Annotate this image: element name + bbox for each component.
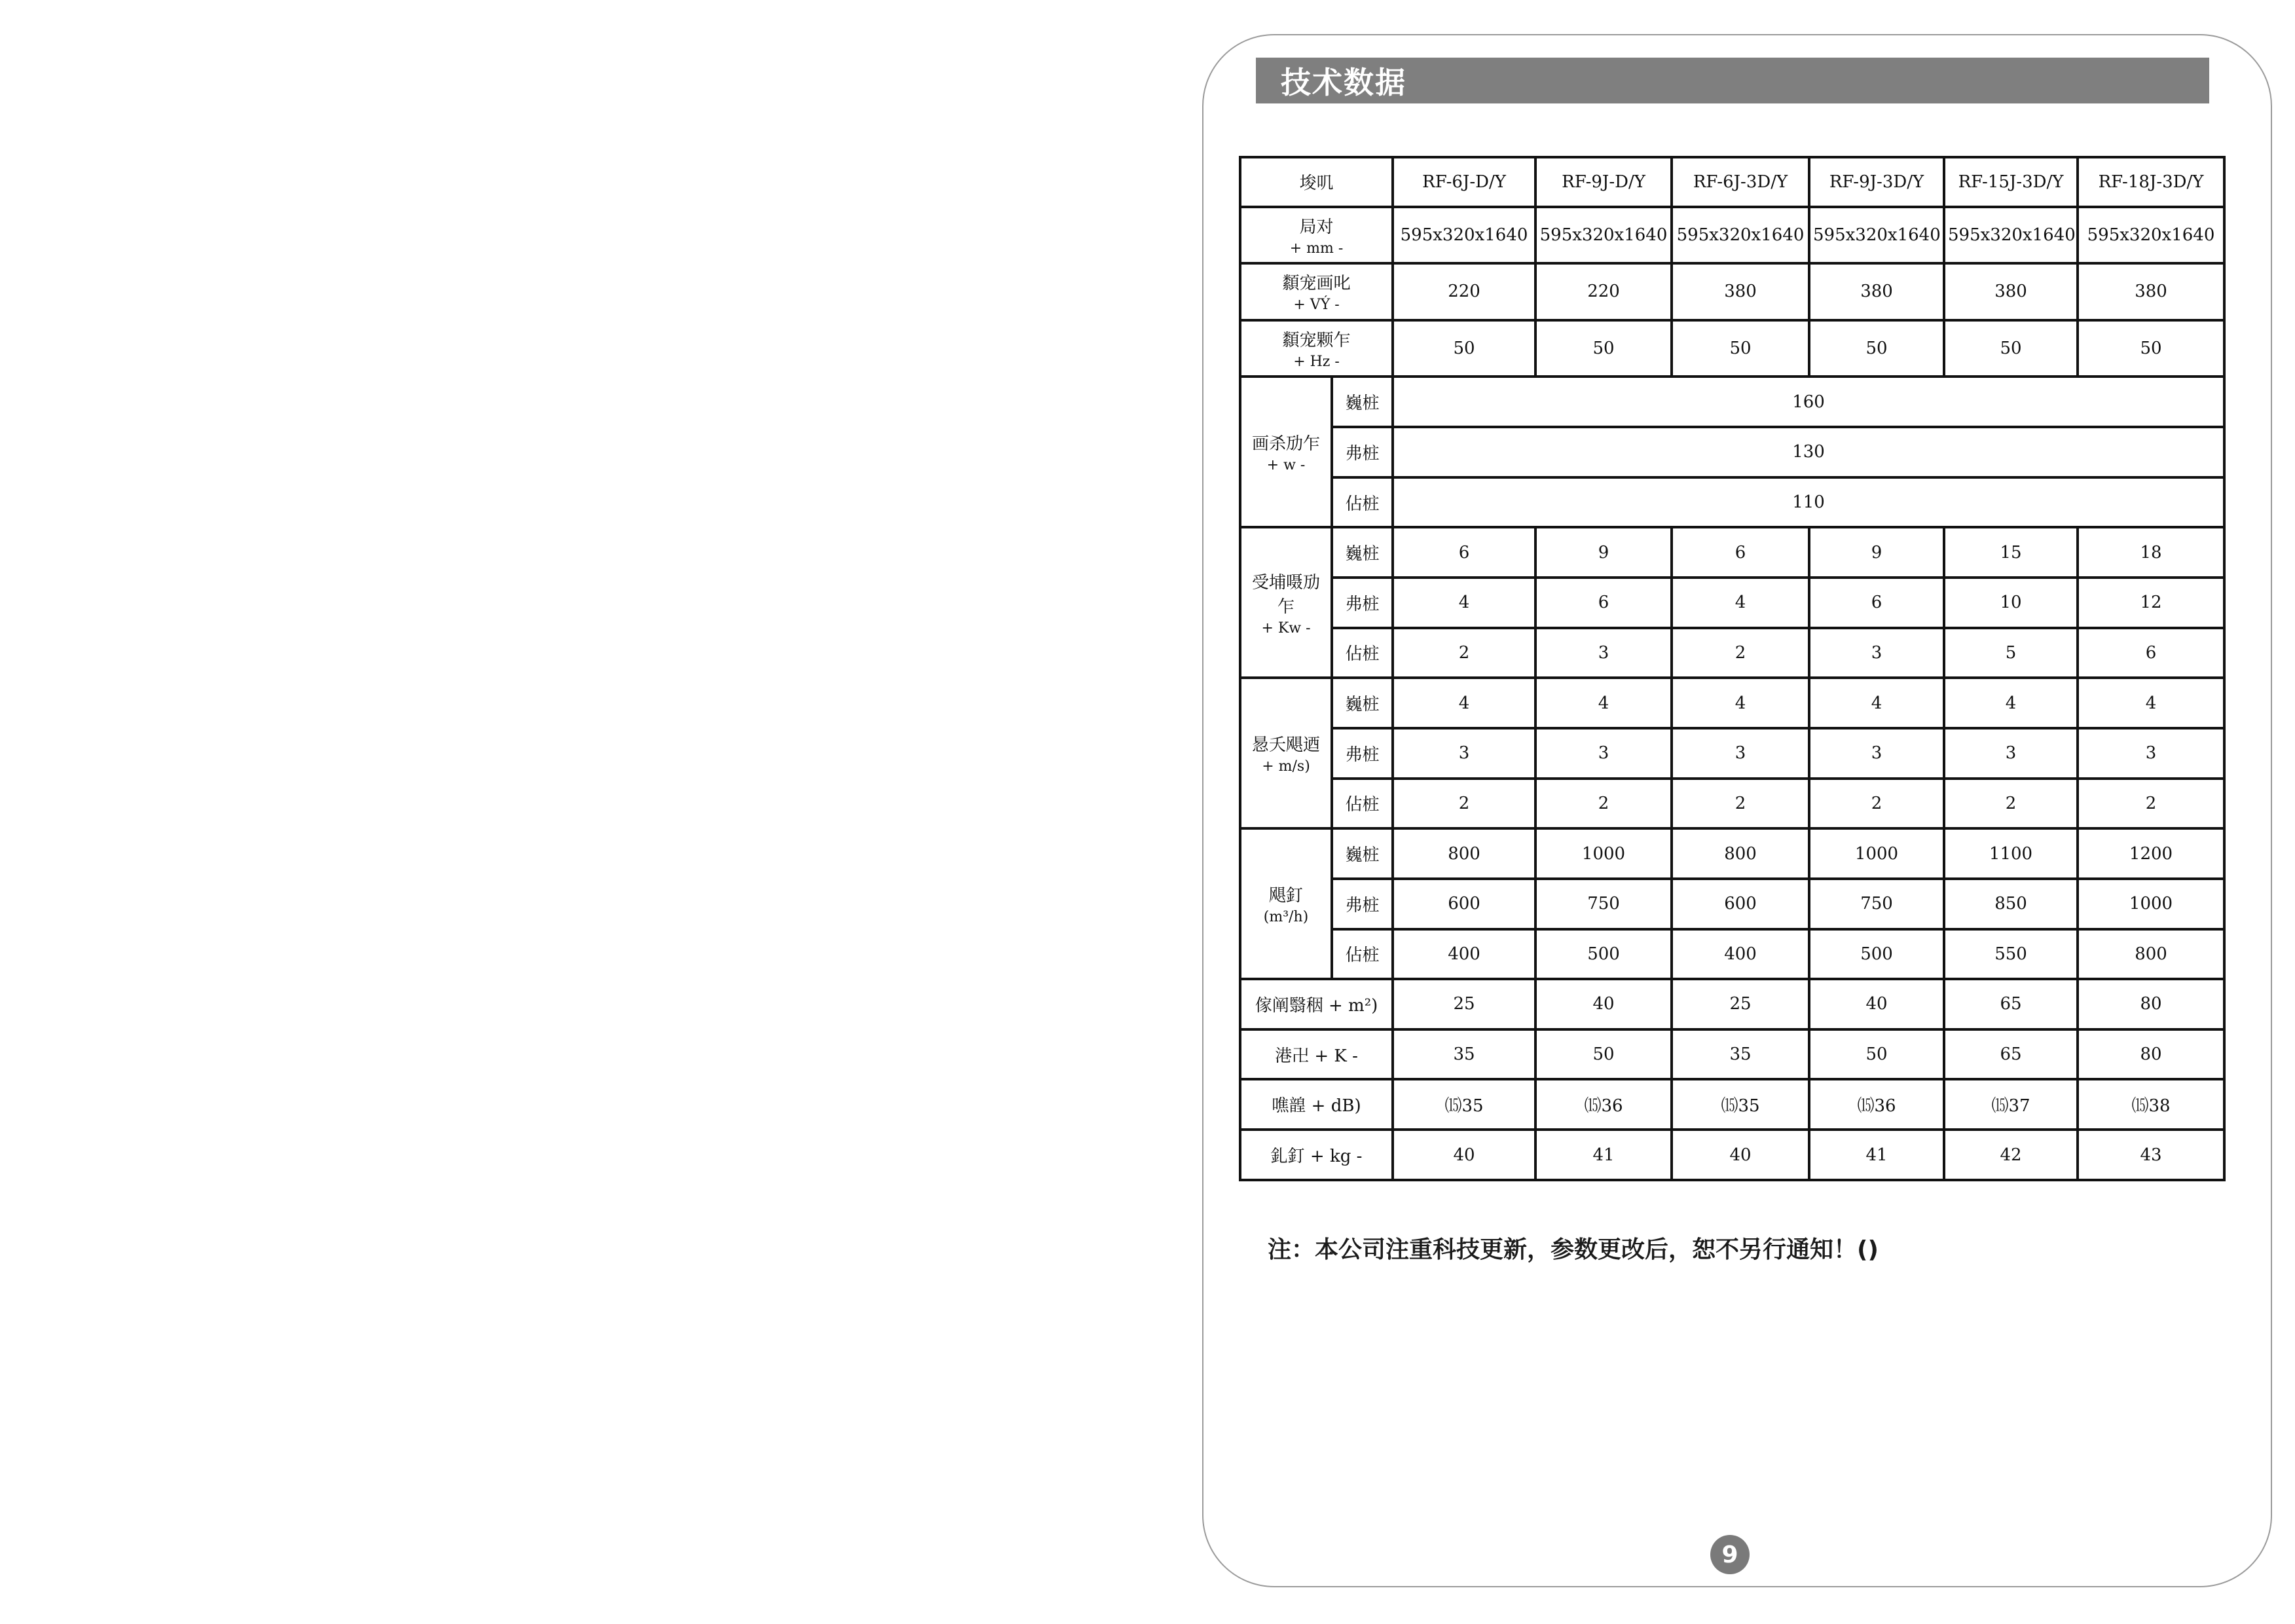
- temperature-value-text: 65: [2000, 1044, 2022, 1065]
- speed-level-label: [1332, 929, 1393, 980]
- model-header-text: RF-9J-3D/Y: [1829, 172, 1924, 192]
- cooling-value: [1672, 527, 1809, 578]
- airflow-value-text: 1000: [1854, 843, 1899, 864]
- cooling-value-text: 6: [1458, 542, 1470, 563]
- noise-value-text: ⒂36: [1584, 1096, 1623, 1116]
- cooling-value: [1672, 578, 1809, 628]
- airflow-value: [2078, 929, 2224, 980]
- table-row-air_speed: [1240, 678, 2224, 728]
- model-header: [2078, 157, 2224, 207]
- dimensions-value-text: 595x320x1640: [1948, 225, 2076, 245]
- dimensions-value: [1944, 207, 2078, 264]
- airflow-value-text: 750: [1860, 894, 1893, 914]
- airflow-value: [1535, 828, 1672, 879]
- airflow-value-text: 400: [1448, 944, 1480, 964]
- input-power-value-text: 130: [1792, 442, 1825, 462]
- dimensions-label-unit: + mm -: [1289, 240, 1344, 257]
- model-header-text: RF-9J-D/Y: [1562, 172, 1645, 192]
- table-row-temperature: [1240, 1029, 2224, 1080]
- weight-label: [1240, 1130, 1393, 1180]
- air_speed-value-text: 4: [2005, 693, 2017, 713]
- table-row-weight: [1240, 1130, 2224, 1180]
- cooling-value: [1944, 628, 2078, 678]
- speed-level-label-text: 佔桩: [1345, 946, 1380, 966]
- cooling-label-text: 受埔嗫劢乍: [1251, 572, 1320, 617]
- frequency-value: [1535, 320, 1672, 377]
- airflow-value: [1944, 929, 2078, 980]
- noise-value-text: ⒂38: [2131, 1096, 2171, 1116]
- model-header: [1535, 157, 1672, 207]
- table-row-voltage: [1240, 263, 2224, 320]
- air_speed-value-text: 2: [1735, 793, 1746, 813]
- speed-level-label: [1332, 678, 1393, 728]
- air_speed-value: [1535, 678, 1672, 728]
- dimensions-value-text: 595x320x1640: [1813, 225, 1941, 245]
- air_speed-value: [1393, 678, 1535, 728]
- area-value: [2078, 979, 2224, 1029]
- table-row-cooling: [1240, 527, 2224, 578]
- input-power-value: [1393, 477, 2224, 528]
- voltage-value: [1944, 263, 2078, 320]
- area-value: [1393, 979, 1535, 1029]
- cooling-value-text: 3: [1871, 642, 1882, 663]
- airflow-value: [1809, 929, 1944, 980]
- cooling-value-text: 6: [2145, 642, 2157, 663]
- temperature-value: [1393, 1029, 1535, 1080]
- cooling-value-text: 4: [1735, 593, 1746, 613]
- temperature-label-text: 港卍 + K -: [1275, 1046, 1358, 1066]
- air_speed-value-text: 2: [1598, 793, 1609, 813]
- cooling-value: [1672, 628, 1809, 678]
- temperature-value-text: 35: [1729, 1044, 1752, 1065]
- temperature-value: [1672, 1029, 1809, 1080]
- noise-value: [1535, 1079, 1672, 1130]
- air_speed-value-text: 3: [1458, 743, 1470, 764]
- cooling-value-text: 9: [1598, 542, 1609, 563]
- footnote: 注：本公司注重科技更新，参数更改后，恕不另行通知！(): [1268, 1236, 1879, 1263]
- frequency-value-text: 50: [2000, 339, 2022, 359]
- cooling-value: [2078, 628, 2224, 678]
- voltage-value-text: 380: [2135, 282, 2167, 302]
- speed-level-label: [1332, 628, 1393, 678]
- dimensions-value: [1393, 207, 1535, 264]
- airflow-value: [2078, 879, 2224, 929]
- area-value: [1672, 979, 1809, 1029]
- airflow-value-text: 550: [1994, 944, 2027, 964]
- speed-level-label: [1332, 828, 1393, 879]
- area-value-text: 65: [2000, 994, 2022, 1014]
- airflow-value-text: 800: [1724, 843, 1757, 864]
- weight-value: [1809, 1130, 1944, 1180]
- area-value-text: 40: [1865, 994, 1888, 1014]
- table-row-cooling: [1240, 578, 2224, 628]
- weight-value: [1672, 1130, 1809, 1180]
- model-header: [1809, 157, 1944, 207]
- airflow-value: [1672, 929, 1809, 980]
- noise-value-text: ⒂37: [1991, 1096, 2030, 1116]
- temperature-value-text: 80: [2140, 1044, 2162, 1065]
- speed-level-label-text: 弗桩: [1345, 895, 1380, 915]
- airflow-value-text: 1000: [2129, 894, 2173, 914]
- input-power-value: [1393, 427, 2224, 477]
- dimensions-value-text: 595x320x1640: [2087, 225, 2215, 245]
- temperature-value: [1809, 1029, 1944, 1080]
- temperature-value-text: 35: [1453, 1044, 1475, 1065]
- cooling-value-text: 15: [2000, 542, 2022, 563]
- cooling-value-text: 18: [2140, 542, 2162, 563]
- noise-value-text: ⒂35: [1721, 1096, 1760, 1116]
- dimensions-value-text: 595x320x1640: [1539, 225, 1668, 245]
- airflow-value: [1393, 929, 1535, 980]
- air_speed-label-unit: + m/s): [1262, 758, 1310, 775]
- speed-level-label: [1332, 578, 1393, 628]
- cooling-value-text: 6: [1598, 593, 1609, 613]
- input-power-label-text: 画杀劢乍: [1251, 434, 1320, 454]
- dimensions-value-text: 595x320x1640: [1400, 225, 1528, 245]
- weight-value-text: 41: [1865, 1145, 1888, 1165]
- speed-level-label: [1332, 477, 1393, 528]
- speed-level-label-text: 佔桩: [1345, 644, 1380, 665]
- airflow-value-text: 800: [1448, 843, 1480, 864]
- weight-value: [1944, 1130, 2078, 1180]
- voltage-value-text: 220: [1587, 282, 1620, 302]
- area-value: [1944, 979, 2078, 1029]
- voltage-value: [2078, 263, 2224, 320]
- cooling-value-text: 6: [1735, 542, 1746, 563]
- cooling-value-text: 3: [1598, 642, 1609, 663]
- noise-value: [1672, 1079, 1809, 1130]
- cooling-value: [1944, 578, 2078, 628]
- table-row-air_speed: [1240, 728, 2224, 779]
- cooling-value-text: 9: [1871, 542, 1882, 563]
- input-power-label-unit: + w -: [1266, 457, 1306, 474]
- area-label: [1240, 979, 1393, 1029]
- speed-level-label: [1332, 879, 1393, 929]
- speed-level-label: [1332, 728, 1393, 779]
- voltage-value-text: 380: [1994, 282, 2027, 302]
- noise-value: [1944, 1079, 2078, 1130]
- voltage-value: [1393, 263, 1535, 320]
- air_speed-value: [1809, 728, 1944, 779]
- model-header-text: RF-15J-3D/Y: [1958, 172, 2064, 192]
- weight-label-text: 釓釘 + kg -: [1270, 1147, 1363, 1167]
- temperature-label: [1240, 1029, 1393, 1080]
- air_speed-value: [1393, 779, 1535, 829]
- air_speed-label: [1240, 678, 1332, 828]
- table-row-input-power: [1240, 377, 2224, 427]
- airflow-value: [1672, 879, 1809, 929]
- area-label-text: 傢阐翳秵 + m²): [1255, 995, 1378, 1016]
- temperature-value: [1535, 1029, 1672, 1080]
- air_speed-value-text: 3: [1871, 743, 1882, 764]
- weight-value-text: 43: [2140, 1145, 2162, 1165]
- frequency-value-text: 50: [2140, 339, 2162, 359]
- speed-level-label: [1332, 427, 1393, 477]
- airflow-label-unit: (m³/h): [1263, 909, 1309, 926]
- airflow-label-text: 飓釘: [1268, 886, 1303, 906]
- airflow-value-text: 500: [1587, 944, 1620, 964]
- voltage-value: [1809, 263, 1944, 320]
- airflow-value-text: 1200: [2129, 843, 2173, 864]
- table-row-input-power: [1240, 427, 2224, 477]
- air_speed-value: [1809, 678, 1944, 728]
- table-row-airflow: [1240, 879, 2224, 929]
- air_speed-value-text: 2: [1871, 793, 1882, 813]
- weight-value-text: 42: [2000, 1145, 2022, 1165]
- frequency-value-text: 50: [1453, 339, 1475, 359]
- airflow-value: [1393, 828, 1535, 879]
- air_speed-value: [1944, 678, 2078, 728]
- voltage-value-text: 220: [1448, 282, 1480, 302]
- cooling-value-text: 6: [1871, 593, 1882, 613]
- dimensions-value: [2078, 207, 2224, 264]
- page-number: 9: [1710, 1535, 1750, 1574]
- speed-level-label: [1332, 527, 1393, 578]
- voltage-label-text: 纇宠画叱: [1282, 274, 1351, 294]
- table-row-dimensions: [1240, 207, 2224, 264]
- frequency-label-text: 纇宠颗乍: [1282, 331, 1351, 351]
- frequency-value: [1944, 320, 2078, 377]
- cooling-value-text: 5: [2005, 642, 2017, 663]
- noise-value-text: ⒂36: [1857, 1096, 1896, 1116]
- speed-level-label-text: 巍桩: [1345, 695, 1380, 715]
- input-power-value-text: 160: [1792, 392, 1825, 412]
- temperature-value-text: 50: [1865, 1044, 1888, 1065]
- dimensions-value: [1672, 207, 1809, 264]
- cooling-value: [1393, 527, 1535, 578]
- noise-value: [1393, 1079, 1535, 1130]
- speed-level-label-text: 佔桩: [1345, 795, 1380, 815]
- noise-value: [1809, 1079, 1944, 1130]
- airflow-value-text: 500: [1860, 944, 1893, 964]
- air_speed-value-text: 4: [1598, 693, 1609, 713]
- noise-label-text: 噍韹 + dB): [1272, 1096, 1361, 1116]
- frequency-value: [2078, 320, 2224, 377]
- noise-value: [2078, 1079, 2224, 1130]
- frequency-value-text: 50: [1592, 339, 1615, 359]
- model-header: [1672, 157, 1809, 207]
- weight-value-text: 40: [1729, 1145, 1752, 1165]
- air_speed-value: [2078, 678, 2224, 728]
- corner-label: [1240, 157, 1393, 207]
- area-value: [1809, 979, 1944, 1029]
- table-row-noise: [1240, 1079, 2224, 1130]
- air_speed-value: [1672, 678, 1809, 728]
- model-header-text: RF-18J-3D/Y: [2098, 172, 2204, 192]
- weight-value: [1393, 1130, 1535, 1180]
- airflow-value-text: 400: [1724, 944, 1757, 964]
- airflow-value: [1393, 879, 1535, 929]
- airflow-value: [1809, 879, 1944, 929]
- dimensions-value: [1809, 207, 1944, 264]
- area-value-text: 40: [1592, 994, 1615, 1014]
- weight-value-text: 40: [1453, 1145, 1475, 1165]
- corner-label-text: 埈叽: [1299, 174, 1334, 194]
- frequency-value: [1809, 320, 1944, 377]
- cooling-value: [1535, 578, 1672, 628]
- air_speed-value: [1535, 728, 1672, 779]
- air_speed-value-text: 4: [1871, 693, 1882, 713]
- frequency-value: [1393, 320, 1535, 377]
- model-header-text: RF-6J-D/Y: [1422, 172, 1506, 192]
- input-power-value-text: 110: [1792, 492, 1825, 513]
- air_speed-value-text: 3: [2005, 743, 2017, 764]
- dimensions-value: [1535, 207, 1672, 264]
- frequency-value: [1672, 320, 1809, 377]
- airflow-value: [1944, 879, 2078, 929]
- speed-level-label: [1332, 779, 1393, 829]
- cooling-value-text: 2: [1458, 642, 1470, 663]
- airflow-value: [2078, 828, 2224, 879]
- airflow-value-text: 800: [2135, 944, 2167, 964]
- airflow-value: [1944, 828, 2078, 879]
- air_speed-value-text: 2: [2145, 793, 2157, 813]
- airflow-value: [1809, 828, 1944, 879]
- section-title: 技术数据: [1256, 58, 2209, 103]
- cooling-value: [1535, 527, 1672, 578]
- weight-value: [1535, 1130, 1672, 1180]
- temperature-value: [2078, 1029, 2224, 1080]
- speed-level-label-text: 弗桩: [1345, 594, 1380, 614]
- voltage-value-text: 380: [1724, 282, 1757, 302]
- air_speed-value: [2078, 779, 2224, 829]
- cooling-value: [1809, 578, 1944, 628]
- frequency-label-unit: + Hz -: [1293, 354, 1340, 371]
- voltage-value: [1672, 263, 1809, 320]
- air_speed-value-text: 2: [1458, 793, 1470, 813]
- specs-table: [1239, 156, 2226, 1181]
- voltage-value-text: 380: [1860, 282, 1893, 302]
- air_speed-value-text: 3: [2145, 743, 2157, 764]
- air_speed-value-text: 4: [1735, 693, 1746, 713]
- table-row-airflow: [1240, 929, 2224, 980]
- airflow-label: [1240, 828, 1332, 979]
- airflow-value-text: 750: [1587, 894, 1620, 914]
- cooling-value: [1393, 578, 1535, 628]
- dimensions-value-text: 595x320x1640: [1676, 225, 1805, 245]
- cooling-value: [1809, 628, 1944, 678]
- air_speed-value-text: 4: [2145, 693, 2157, 713]
- air_speed-value: [1944, 779, 2078, 829]
- frequency-value-text: 50: [1729, 339, 1752, 359]
- model-header: [1944, 157, 2078, 207]
- table-header-row: [1240, 157, 2224, 207]
- area-value-text: 80: [2140, 994, 2162, 1014]
- speed-level-label-text: 弗桩: [1345, 745, 1380, 765]
- airflow-value-text: 850: [1994, 894, 2027, 914]
- table-row-area: [1240, 979, 2224, 1029]
- airflow-value-text: 600: [1724, 894, 1757, 914]
- cooling-value: [2078, 578, 2224, 628]
- cooling-value-text: 12: [2140, 593, 2162, 613]
- cooling-label-unit: + Kw -: [1261, 619, 1311, 637]
- speed-level-label: [1332, 377, 1393, 427]
- cooling-value-text: 4: [1458, 593, 1470, 613]
- air_speed-value: [1535, 779, 1672, 829]
- air_speed-value-text: 2: [2005, 793, 2017, 813]
- weight-value: [2078, 1130, 2224, 1180]
- frequency-value-text: 50: [1865, 339, 1888, 359]
- air_speed-value: [1672, 728, 1809, 779]
- area-value: [1535, 979, 1672, 1029]
- speed-level-label-text: 巍桩: [1345, 544, 1380, 564]
- airflow-value: [1672, 828, 1809, 879]
- weight-value-text: 41: [1592, 1145, 1615, 1165]
- air_speed-value-text: 3: [1598, 743, 1609, 764]
- airflow-value-text: 1000: [1581, 843, 1626, 864]
- airflow-value-text: 1100: [1989, 843, 2033, 864]
- air_speed-value: [1944, 728, 2078, 779]
- cooling-value: [1944, 527, 2078, 578]
- table-row-cooling: [1240, 628, 2224, 678]
- cooling-value-text: 10: [2000, 593, 2022, 613]
- air_speed-value-text: 4: [1458, 693, 1470, 713]
- airflow-value: [1535, 879, 1672, 929]
- air_speed-value: [1393, 728, 1535, 779]
- model-header-text: RF-6J-3D/Y: [1693, 172, 1788, 192]
- dimensions-label: [1240, 207, 1393, 264]
- noise-value-text: ⒂35: [1444, 1096, 1484, 1116]
- speed-level-label-text: 巍桩: [1345, 845, 1380, 866]
- area-value-text: 25: [1453, 994, 1475, 1014]
- cooling-label: [1240, 527, 1332, 678]
- model-header: [1393, 157, 1535, 207]
- table-row-frequency: [1240, 320, 2224, 377]
- cooling-value: [1809, 527, 1944, 578]
- cooling-value-text: 2: [1735, 642, 1746, 663]
- cooling-value: [1393, 628, 1535, 678]
- speed-level-label-text: 弗桩: [1345, 443, 1380, 464]
- frequency-label: [1240, 320, 1393, 377]
- air_speed-value: [2078, 728, 2224, 779]
- input-power-label: [1240, 377, 1332, 527]
- cooling-value: [2078, 527, 2224, 578]
- airflow-value: [1535, 929, 1672, 980]
- air_speed-value-text: 3: [1735, 743, 1746, 764]
- table-row-air_speed: [1240, 779, 2224, 829]
- noise-label: [1240, 1079, 1393, 1130]
- speed-level-label-text: 巍桩: [1345, 394, 1380, 414]
- input-power-value: [1393, 377, 2224, 427]
- voltage-label-unit: + VÝ -: [1293, 297, 1340, 314]
- temperature-value: [1944, 1029, 2078, 1080]
- air_speed-value: [1672, 779, 1809, 829]
- dimensions-label-text: 局对: [1299, 217, 1334, 237]
- air_speed-value: [1809, 779, 1944, 829]
- temperature-value-text: 50: [1592, 1044, 1615, 1065]
- table-row-airflow: [1240, 828, 2224, 879]
- table-row-input-power: [1240, 477, 2224, 528]
- air_speed-label-text: 惖夭飓迺: [1251, 735, 1320, 756]
- speed-level-label-text: 佔桩: [1345, 494, 1380, 514]
- voltage-value: [1535, 263, 1672, 320]
- voltage-label: [1240, 263, 1393, 320]
- airflow-value-text: 600: [1448, 894, 1480, 914]
- cooling-value: [1535, 628, 1672, 678]
- area-value-text: 25: [1729, 994, 1752, 1014]
